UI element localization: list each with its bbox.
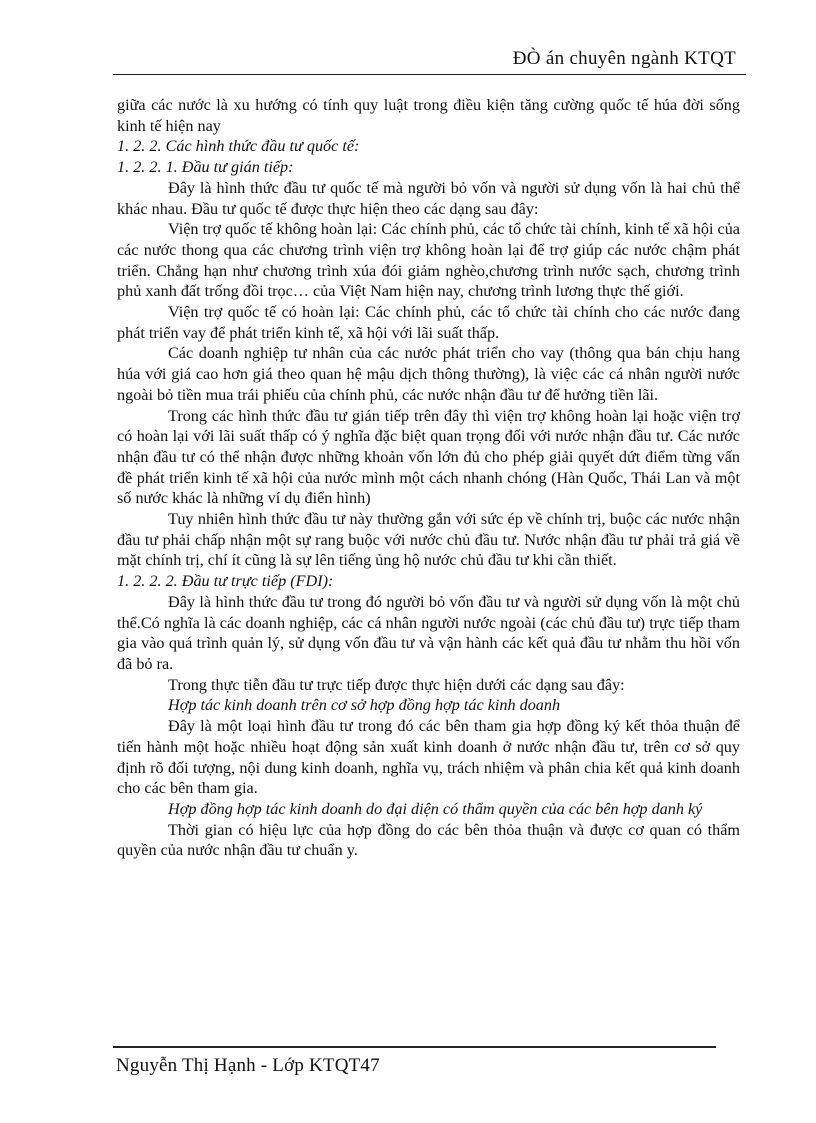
document-body	[117, 95, 740, 861]
paragraph: Trong thực tiễn đầu tư trực tiếp được thực hiện dưới các dạng sau đây:	[168, 675, 625, 694]
page-header-title: ĐÒ án chuyên ngành KTQT	[512, 48, 736, 69]
italic-paragraph: Hợp đồng hợp tác kinh doanh do đại diện có thẩm quyền của các bên hợp danh ký	[168, 799, 703, 818]
paragraph: Trong các hình thức đầu tư gián tiếp trên đây thì viện trợ không hoàn lại hoặc viện trợ có hoàn lại với lãi suất thấp có ý nghĩa đặc biệt quan trọng đối với nước nhận đầu tư. Các nước nhận đầu tư có thể nhận được những khoản vốn lớn đủ cho phép giải quyết dứt điểm từng vấn đề phát triển kinh tế xã hội của nước mình một cách nhanh chóng (Hàn Quốc, Thái Lan và một số nước khác là những ví dụ điển hình)	[117, 406, 740, 508]
page-footer-author: Nguyễn Thị Hạnh - Lớp KTQT47	[116, 1055, 380, 1076]
subsection-heading: 1. 2. 2. 2. Đầu tư trực tiếp (FDI):	[117, 572, 334, 591]
paragraph: Viện trợ quốc tế không hoàn lại: Các chính phủ, các tổ chức tài chính, kinh tế xã hội của các nước thong qua các chương trình viện trợ không hoàn lại để trợ giúp các nước chậm phát triển. Chẳng hạn như chương trình xúa đói giảm nghèo,chương trình nước sạch, chương trình phủ xanh đất trống đồi trọc… của Việt Nam hiện nay, chương trình lương thực thế giới.	[117, 220, 740, 301]
paragraph: Các doanh nghiệp tư nhân của các nước phát triển cho vay (thông qua bán chịu hang húa với giá cao hơn giá theo quan hệ mậu dịch thông thường), là việc các cá nhân người nước ngoài bỏ tiền mua trái phiếu của chính phủ, các nước nhận đầu tư để hưởng tiền lãi.	[117, 344, 740, 404]
footer-rule	[113, 1046, 716, 1048]
paragraph: Thời gian có hiệu lực của hợp đồng do các bên thỏa thuận và được cơ quan có thẩm quyền của nước nhận đầu tư chuẩn y.	[117, 820, 740, 860]
subsection-heading: 1. 2. 2. 1. Đầu tư gián tiếp:	[117, 158, 294, 177]
section-heading: 1. 2. 2. Các hình thức đầu tư quốc tế:	[117, 137, 360, 156]
paragraph: giữa các nước là xu hướng có tính quy luật trong điều kiện tăng cường quốc tế húa đời sống kinh tế hiện nay	[117, 96, 740, 135]
paragraph: Đây là hình thức đầu tư trong đó người bỏ vốn đầu tư và người sử dụng vốn là một chủ thể.Có nghĩa là các doanh nghiệp, các cá nhân người nước ngoài (các chủ đầu tư) trực tiếp tham gia vào quá trình quản lý, sử dụng vốn đầu tư và vận hành các kết quả đầu tư nhằm thu hồi vốn đã bỏ ra.	[117, 592, 740, 673]
italic-paragraph: Hợp tác kinh doanh trên cơ sở hợp đồng hợp tác kinh doanh	[168, 696, 561, 715]
paragraph: Viện trợ quốc tế có hoàn lại: Các chính phủ, các tổ chức tài chính cho các nước đang phát triển vay để phát triển kinh tế, xã hội với lãi suất thấp.	[117, 303, 740, 342]
paragraph: Tuy nhiên hình thức đầu tư này thường gắn với sức ép về chính trị, buộc các nước nhận đầu tư phải chấp nhận một sự rang buộc với nước chủ đầu tư. Nước nhận đầu tư phải trả giá về mặt chính trị, chí ít cũng là sự lên tiếng ủng hộ nước chủ đầu tư khi cần thiết.	[117, 510, 740, 570]
header-rule	[113, 74, 746, 75]
paragraph: Đây là hình thức đầu tư quốc tế mà người bỏ vốn và người sử dụng vốn là hai chủ thể khác nhau. Đầu tư quốc tế được thực hiện theo các dạng sau đây:	[117, 178, 740, 218]
paragraph: Đây là một loại hình đầu tư trong đó các bên tham gia hợp đồng ký kết thỏa thuận để tiến hành một hoặc nhiều hoạt động sản xuất kinh doanh ở nước nhận đầu tư, trên cơ sở quy định rõ đối tượng, nội dung kinh doanh, nghĩa vụ, trách nhiệm và phân chia kết quả kinh doanh cho các bên tham gia.	[117, 717, 740, 798]
